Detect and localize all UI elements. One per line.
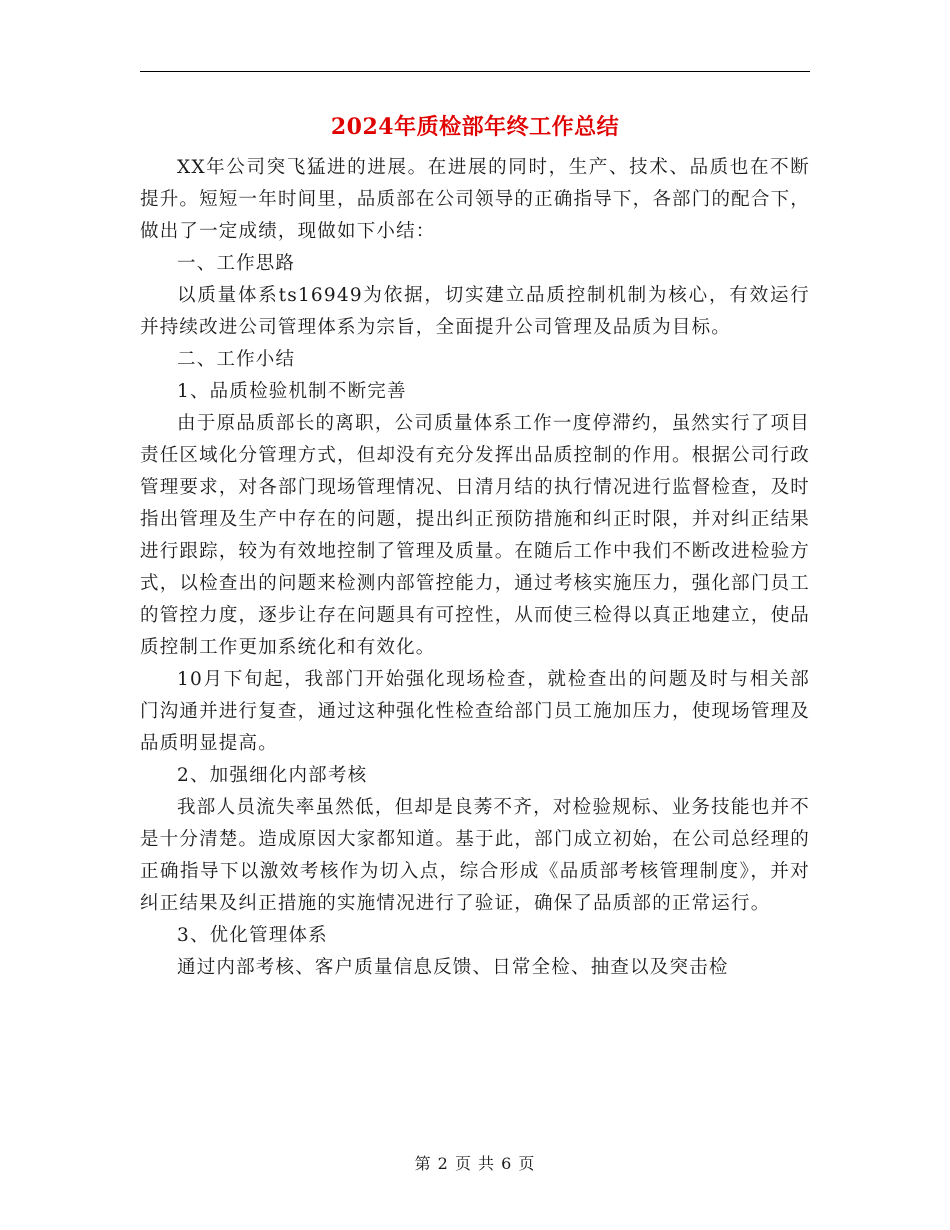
document-title: 2024年质检部年终工作总结 <box>330 114 620 140</box>
paragraph-site-inspection: 10月下旬起，我部门开始强化现场检查，就检查出的问题及时与相关部门沟通并进行复查，通过这种强化性检查给部门员工施加压力，使现场管理及品质明显提高。 <box>140 669 810 754</box>
heading-work-summary: 二、工作小结 <box>177 349 296 370</box>
subheading-management-system: 3、优化管理体系 <box>177 925 328 946</box>
header-rule <box>140 71 810 72</box>
paragraph-work-approach: 以质量体系ts16949为依据，切实建立品质控制机制为核心，有效运行并持续改进公司管理体系为宗旨，全面提升公司管理及品质为目标。 <box>140 285 810 338</box>
paragraph-intro: XX年公司突飞猛进的进展。在进展的同时，生产、技术、品质也在不断提升。短短一年时间里，品质部在公司领导的正确指导下，各部门的配合下，做出了一定成绩，现做如下小结： <box>140 157 810 242</box>
subheading-inspection-mechanism: 1、品质检验机制不断完善 <box>177 381 407 402</box>
paragraph-inspection-mechanism: 由于原品质部长的离职，公司质量体系工作一度停滞约，虽然实行了项目责任区域化分管理方式，但却没有充分发挥出品质控制的作用。根据公司行政管理要求，对各部门现场管理情况、日清月结的执行情况进行监督检查，及时指出管理及生产中存在的问题，提出纠正预防措施和纠正时限，并对纠正结果进行跟踪，较为有效地控制了管理及质量。在随后工作中我们不断改进检验方式，以检查出的问题来检测内部管控能力，通过考核实施压力，强化部门员工的管控力度，逐步让存在问题具有可控性，从而使三检得以真正地建立，使品质控制工作更加系统化和有效化。 <box>140 413 810 658</box>
page-number: 第 2 页 共 6 页 <box>414 1154 536 1173</box>
document-body <box>140 152 810 984</box>
heading-work-approach: 一、工作思路 <box>177 253 296 274</box>
subheading-internal-assessment: 2、加强细化内部考核 <box>177 765 368 786</box>
paragraph-internal-assessment: 我部人员流失率虽然低，但却是良莠不齐，对检验规标、业务技能也并不是十分清楚。造成原因大家都知道。基于此，部门成立初始，在公司总经理的正确指导下以激效考核作为切入点，综合形成《品质部考核管理制度》，并对纠正结果及纠正措施的实施情况进行了验证，确保了品质部的正常运行。 <box>140 797 810 914</box>
paragraph-management-system: 通过内部考核、客户质量信息反馈、日常全检、抽查以及突击检 <box>177 957 729 978</box>
